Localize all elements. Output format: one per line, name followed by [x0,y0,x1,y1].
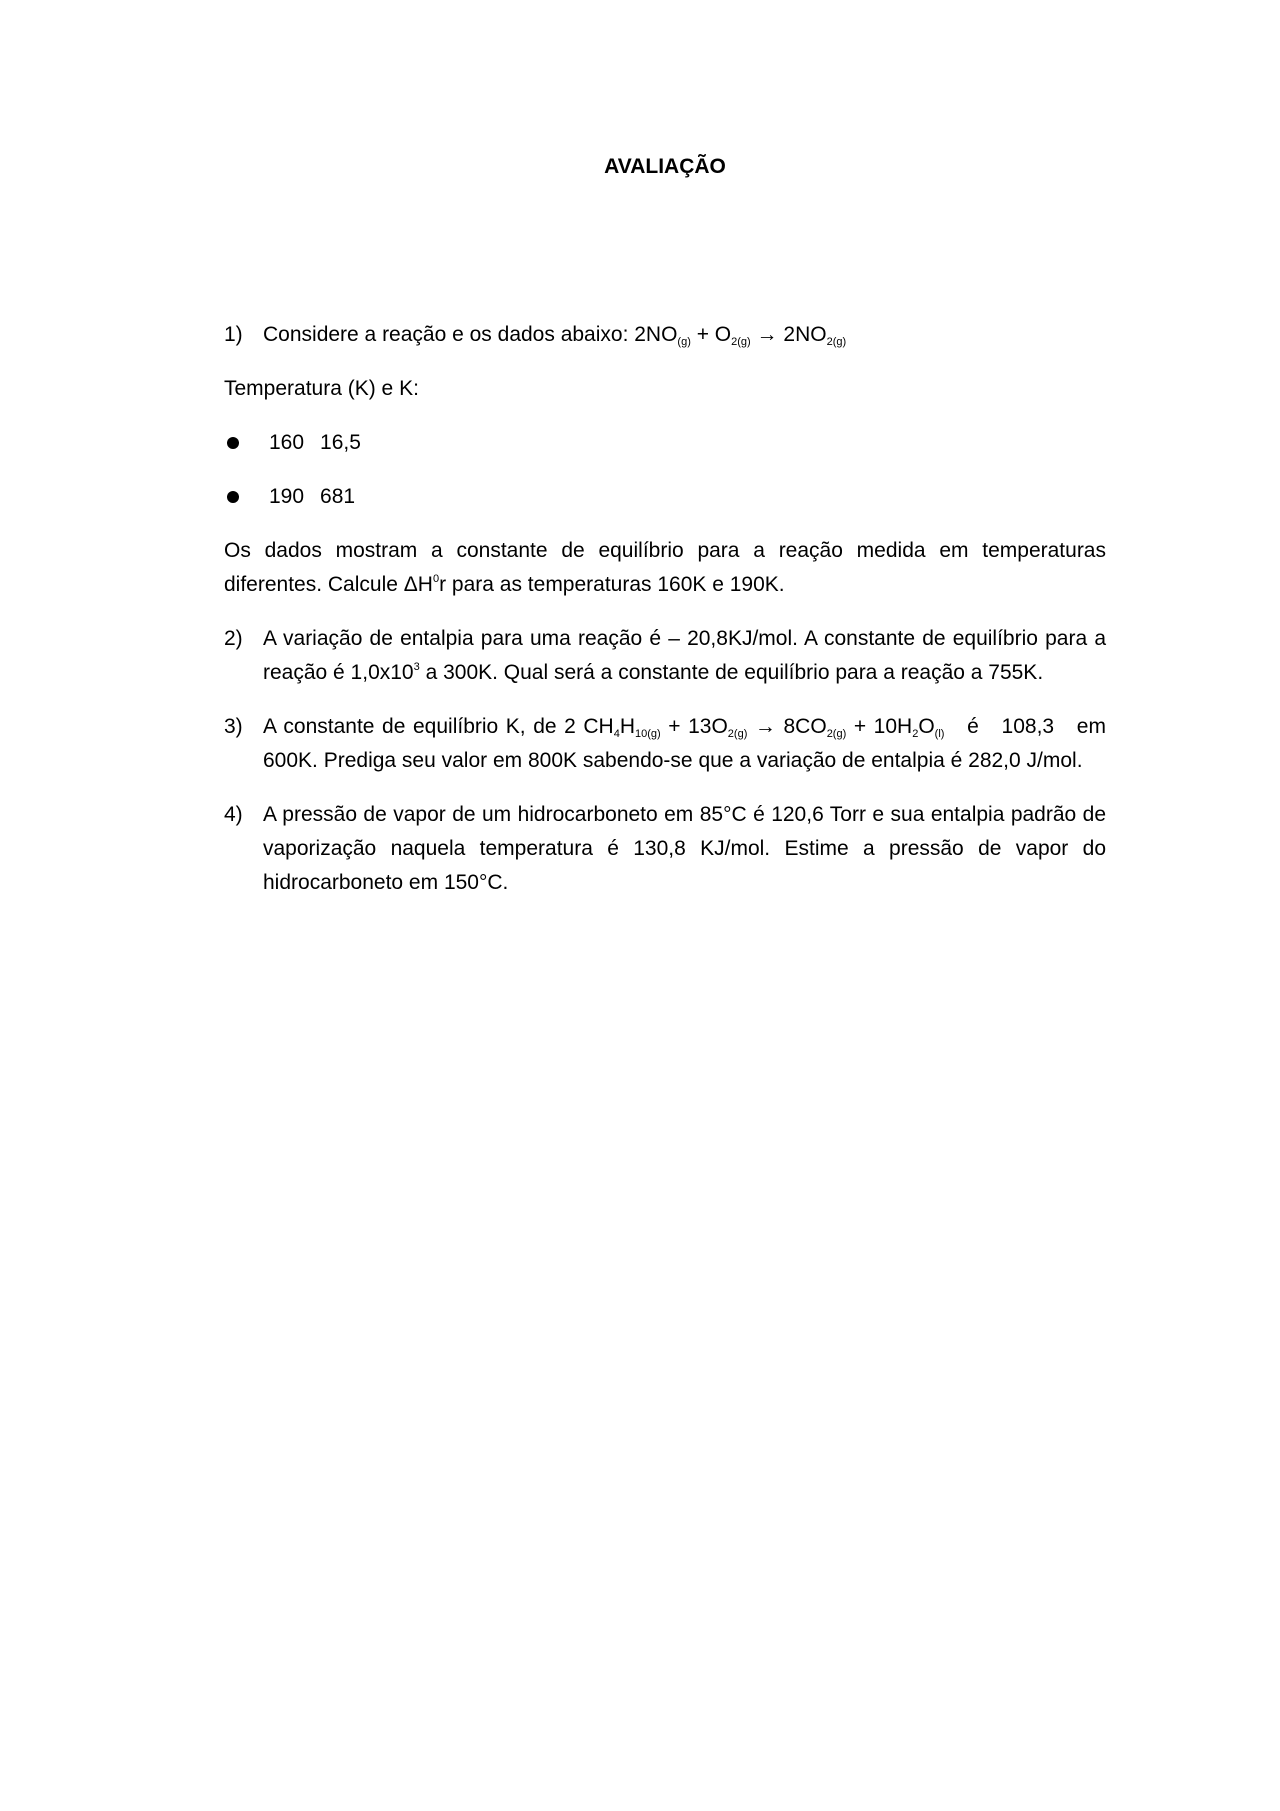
temperature-value: 160 [269,431,305,454]
question-3 [224,710,1112,778]
page-title: AVALIAÇÃO [604,155,726,178]
bullet-icon [227,437,239,449]
question-text: Considere a reação e os dados abaixo: $2NO_{(g)} + O_{2(g)} \to 2NO_{2(g)}$ [263,323,847,348]
question-2 [224,622,1106,690]
table-label: Temperatura (K) e K: [224,377,419,400]
bullet-icon [227,491,239,503]
question-text: A constante de equilíbrio K, de 2 $CH_4H_{10(g)} + 13O_{2(g)} \to 8CO_{2(g)} + 10H_2O_{(l)}$ é 108,3 em 600K. Prediga seu valor em 800K sabendo-se que a variação de entalpia é 282,0 J/mol. [263,715,1112,772]
question-1 [224,318,1106,352]
explanation-paragraph: Os dados mostram a constante de equilíbrio para a reação medida em temperaturas diferentes. Calcule $\Delta H^0r$ para as temperaturas 160K e 190K. [224,539,1106,596]
list-item [224,426,1106,460]
title-spacer [224,184,1106,318]
k-value: 681 [320,485,356,508]
k-value: 16,5 [320,431,361,454]
question-number: 3) [224,715,243,738]
question-number: 4) [224,803,243,826]
question-text: A variação de entalpia para uma reação é – 20,8KJ/mol. A constante de equilíbrio para a reação é $1,0x10^3$ a 300K. Qual será a constante de equilíbrio para a reação a 755K. [263,627,1106,684]
temperature-value: 190 [269,485,305,508]
question-number: 1) [224,323,243,346]
question-number: 2) [224,627,243,650]
list-item [224,480,1106,514]
document-body [224,150,1112,920]
question-text: A pressão de vapor de um hidrocarboneto em 85°C é 120,6 Torr e sua entalpia padrão de vaporização naquela temperatura é 130,8 KJ/mol. Estime a pressão de vapor do hidrocarboneto em 150°C. [263,803,1106,894]
question-4 [224,798,1106,900]
